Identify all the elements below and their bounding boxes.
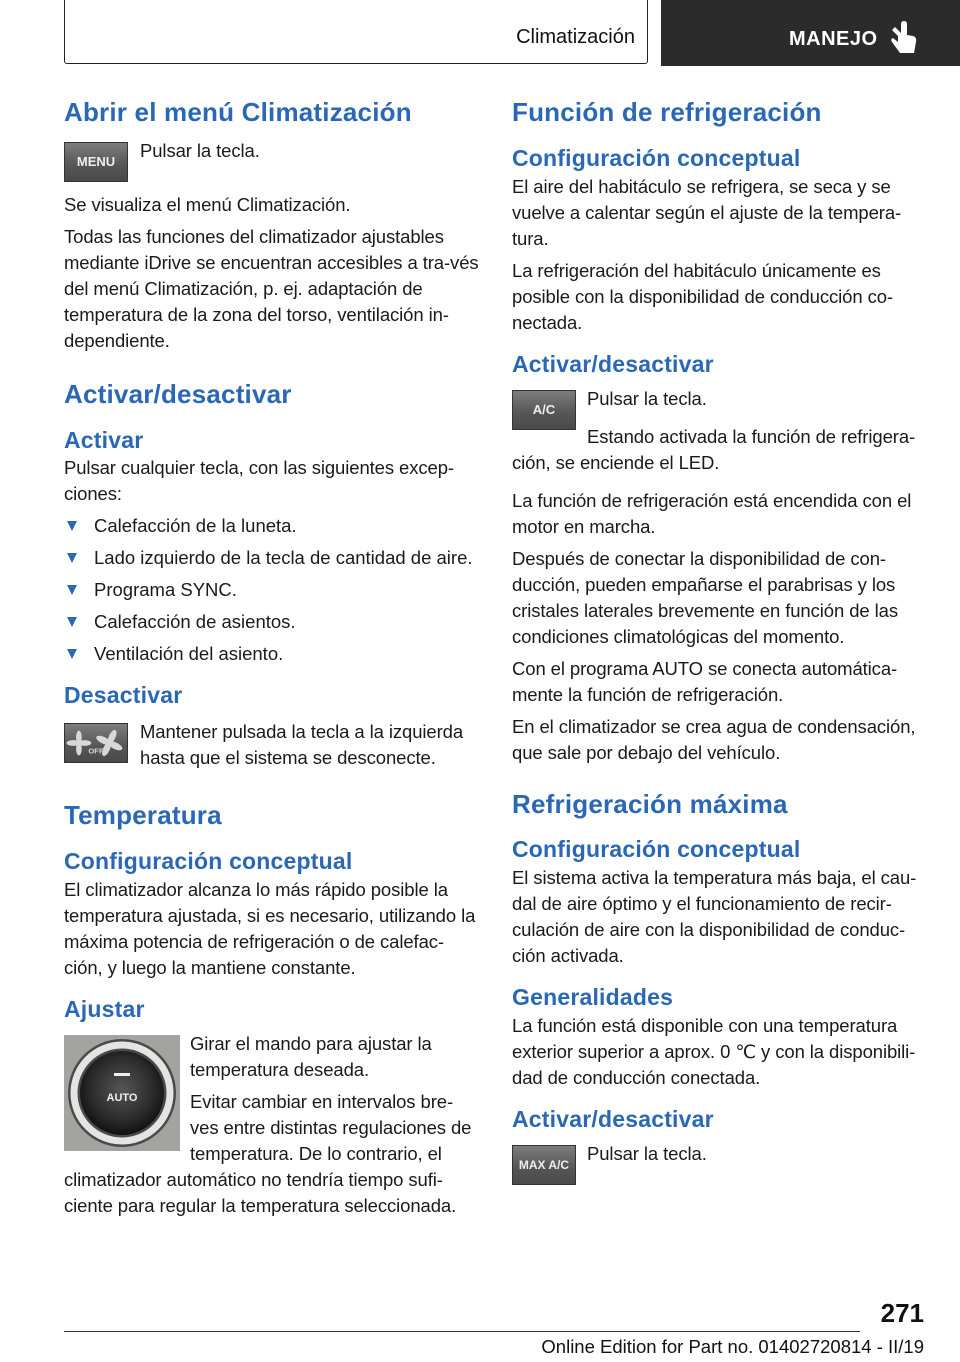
left-column [64, 96, 480, 1225]
paragraph: Evitar cambiar en intervalos bre‐ves entre distintas regulaciones de temperatura. De lo contrario, el [190, 1090, 472, 1164]
paragraph: Pulsar cualquier tecla, con las siguientes excep‐ciones: [64, 457, 454, 505]
paragraph: La función está disponible con una temperatura exterior superior a aprox. 0 ℃ y con la disponibili‐dad de conducción conectada. [512, 1015, 916, 1089]
svg-text:OFF: OFF [88, 746, 104, 756]
menu-key-row [64, 139, 480, 182]
knob-graphic [64, 1035, 180, 1151]
fan-icon [65, 724, 127, 762]
menu-key-instruction: Pulsar la tecla. [140, 139, 260, 161]
chapter-tab [661, 0, 960, 66]
max-ac-key-label: MAX A/C [518, 1158, 570, 1173]
heading-abrir-menu: Abrir el menú Climatización [64, 97, 412, 127]
ac-key-label: A/C [532, 401, 556, 417]
fan-off-key-image [64, 723, 128, 763]
paragraph: Con el programa AUTO se conecta automática‐mente la función de refrigeración. [512, 657, 898, 705]
paragraph: El climatizador alcanza lo más rápido posible la temperatura ajustada, si es necesario, utilizando la máxima potencia de refrigeración o de calefac‐ción, y luego la mantiene constante. [64, 879, 476, 979]
right-column [512, 96, 932, 1185]
max-ac-key-image [512, 1145, 576, 1185]
bullet-triangle-icon [67, 617, 77, 627]
off-key-row [64, 723, 480, 777]
bullet-triangle-icon [67, 521, 77, 531]
subheading-generalidades: Generalidades [512, 984, 674, 1011]
paragraph: La refrigeración del habitáculo únicamente es posible con la disponibilidad de conducción co‐nectada. [512, 259, 893, 333]
ac-key-instruction: Pulsar la tecla. [587, 387, 707, 409]
menu-key-label: MENU [76, 153, 116, 169]
footer-divider [64, 1331, 860, 1332]
subheading-desactivar: Desactivar [64, 682, 183, 709]
temperature-knob-image [64, 1035, 180, 1151]
menu-key-image [64, 142, 128, 182]
ac-key-image [512, 390, 576, 430]
pointing-hand-icon [887, 20, 919, 56]
off-key-instruction: Mantener pulsada la tecla a la izquierda hasta que el sistema se desconecte. [140, 721, 464, 769]
svg-text:AUTO: AUTO [106, 1091, 138, 1104]
page-header [0, 0, 960, 66]
list-item: Calefacción de asientos. [64, 609, 480, 635]
paragraph: Se visualiza el menú Climatización. [64, 193, 351, 215]
knob-instruction: Girar el mando para ajustar la temperatura deseada. [190, 1032, 432, 1080]
subheading-configuracion: Configuración conceptual [512, 836, 801, 863]
list-item: Programa SYNC. [64, 577, 480, 603]
paragraph: El sistema activa la temperatura más baja, el cau‐dal de aire óptimo y el funcionamiento de recir‐culación de aire con la disponibilidad de conduc‐ción activada. [512, 867, 917, 967]
list-item: Calefacción de la luneta. [64, 513, 480, 539]
heading-temperatura: Temperatura [64, 800, 222, 831]
subheading-activar-desactivar: Activar/desactivar [512, 350, 714, 377]
heading-funcion-refrigeracion: Función de refrigeración [512, 97, 822, 127]
subheading-activar: Activar [64, 426, 144, 453]
chapter-tab-label: MANEJO [789, 28, 878, 50]
list-item: Lado izquierdo de la tecla de cantidad de aire. [64, 545, 480, 571]
max-ac-key-instruction: Pulsar la tecla. [587, 1143, 707, 1165]
subheading-configuracion: Configuración conceptual [64, 848, 353, 875]
paragraph: climatizador automático no tendría tiempo sufi‐ciente para regular la temperatura seleccionada. [64, 1168, 457, 1216]
bullet-triangle-icon [67, 553, 77, 563]
bullet-triangle-icon [67, 649, 77, 659]
paragraph: La función de refrigeración está encendida con el motor en marcha. [512, 489, 912, 537]
heading-refrigeracion-maxima: Refrigeración máxima [512, 788, 788, 819]
paragraph: Estando activada la función de refrigera‐ción, se enciende el LED. [512, 425, 916, 473]
subheading-activar-desactivar: Activar/desactivar [512, 1106, 714, 1133]
subheading-configuracion: Configuración conceptual [512, 144, 801, 171]
list-item: Ventilación del asiento. [64, 641, 480, 667]
paragraph: En el climatizador se crea agua de condensación, que sale por debajo del vehículo. [512, 715, 916, 763]
section-title: Climatización [516, 26, 635, 48]
knob-row [64, 1032, 480, 1173]
section-header-box [64, 0, 648, 64]
bullet-triangle-icon [67, 585, 77, 595]
exceptions-list [64, 513, 480, 667]
edition-note: Online Edition for Part no. 01402720814 - II/19 [541, 1336, 924, 1357]
paragraph: Después de conectar la disponibilidad de con‐ducción, pueden empañarse el parabrisas y los cristales laterales brevemente en función de las condiciones climatológicas del momento. [512, 547, 898, 647]
max-ac-key-row [512, 1145, 932, 1185]
subheading-ajustar: Ajustar [64, 996, 145, 1023]
heading-activar-desactivar: Activar/desactivar [64, 378, 292, 409]
paragraph: Todas las funciones del climatizador ajustables mediante iDrive se encuentran accesibles a tra‐vés del menú Climatización, p. ej. adaptación de temperatura de la zona del torso, ventilación in‐dependiente. [64, 225, 479, 351]
page-number: 271 [880, 1298, 924, 1328]
paragraph: El aire del habitáculo se refrigera, se seca y se vuelve a calentar según el ajuste de la tempera‐tura. [512, 175, 902, 249]
